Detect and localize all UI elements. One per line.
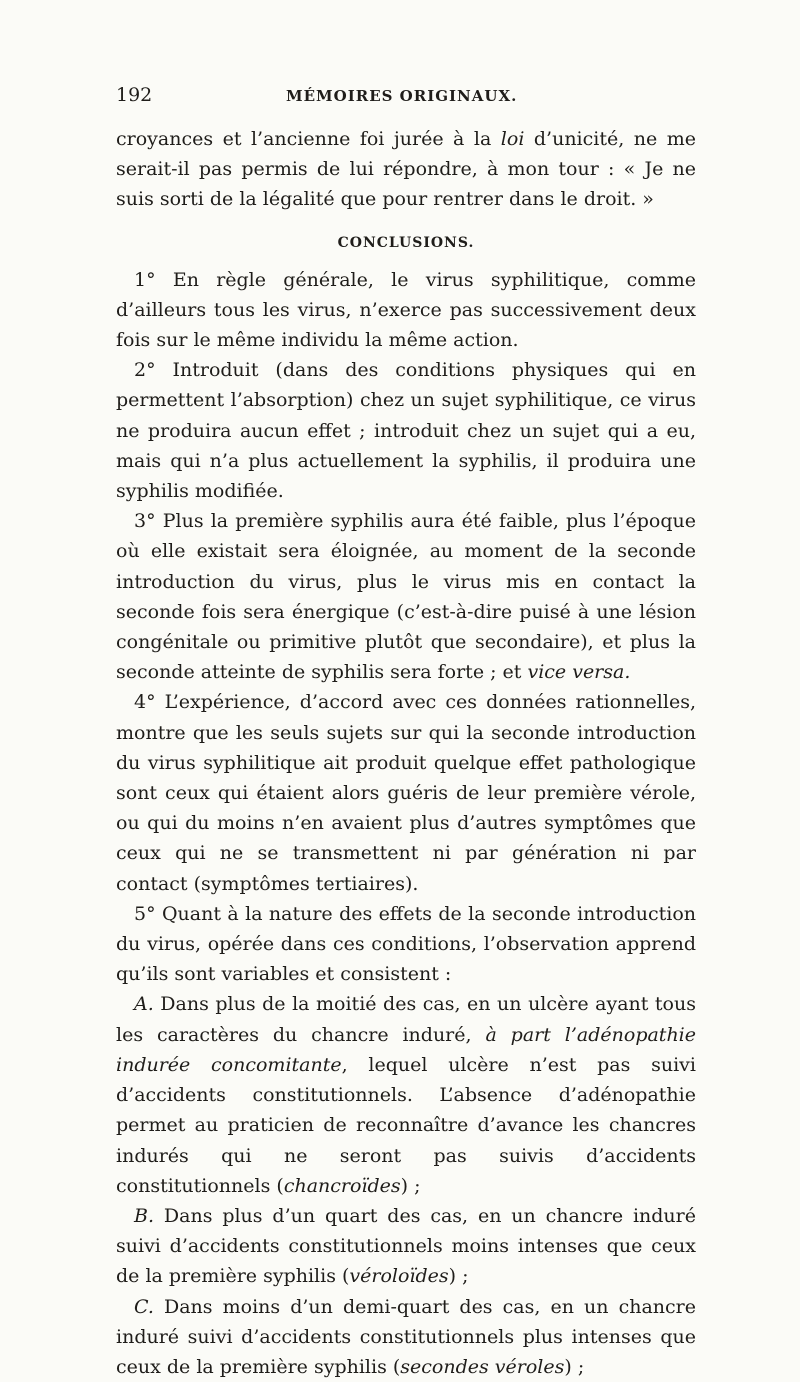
case-b	[116, 1201, 696, 1292]
case-a	[116, 989, 696, 1200]
conclusion-5: 5° Quant à la nature des effets de la seconde introduction du virus, opérée dans ces conditions, l’observation apprend qu’ils sont variables et consistent :	[116, 902, 696, 986]
conclusion-3	[116, 506, 696, 687]
section-title: CONCLUSIONS.	[337, 234, 475, 251]
case-a-letter: A.	[134, 993, 154, 1016]
conclusion-3-emphasis: vice versa.	[527, 661, 631, 684]
case-c-letter: C.	[134, 1295, 154, 1318]
case-c-emphasis: secondes véroles	[400, 1355, 565, 1378]
case-c	[116, 1292, 696, 1382]
case-a-text-1: Dans plus de la moitié des cas, en un ulcère ayant tous les caractères du chancre induré,	[116, 993, 696, 1046]
intro-text-2: d’unicité, ne me serait-il pas permis de lui répondre, à mon tour : « Je ne suis sorti de la légalité que pour rentrer dans le droit. »	[116, 128, 697, 211]
conclusion-2: 2° Introduit (dans des conditions physiques qui en permettent l’absorption) chez un sujet syphilitique, ce virus ne produira aucun effet ; introduit chez un sujet qui a eu, mais qui n’a plus actuellement la syphilis, il produira une syphilis modifiée.	[116, 359, 696, 503]
intro-emphasis: loi	[500, 128, 525, 150]
case-b-text-1: Dans plus d’un quart des cas, en un chancre induré suivi d’accidents constitutionnels moins intenses que ceux de la première syphilis (	[116, 1204, 696, 1288]
case-a-emphasis-2: chancroïdes	[283, 1174, 401, 1197]
running-head	[116, 84, 696, 124]
page-number: 192	[116, 84, 153, 106]
case-a-text-3: ) ;	[400, 1174, 421, 1197]
intro-paragraph	[116, 124, 696, 215]
page-body	[116, 124, 696, 1382]
intro-text-1: croyances et l’ancienne foi jurée à la	[116, 128, 501, 150]
case-b-text-2: ) ;	[448, 1265, 469, 1288]
case-b-emphasis: véroloïdes	[349, 1265, 449, 1288]
case-a-emphasis-1: à part l’adénopathie indurée concomitante	[116, 1023, 697, 1076]
case-b-letter: B.	[134, 1204, 155, 1227]
conclusion-3-text: 3° Plus la première syphilis aura été faible, plus l’époque où elle existait sera éloignée, au moment de la seconde introduction du virus, plus le virus mis en contact la seconde fois sera énergique (c’est-à-dire puisé à une lésion congénitale ou primitive plutôt que secondaire), et plus la seconde atteinte de syphilis sera forte ; et	[116, 510, 696, 684]
conclusion-1: 1° En règle générale, le virus syphilitique, comme d’ailleurs tous les virus, n’exerce pas successivement deux fois sur le même individu la même action.	[116, 268, 696, 352]
case-c-text-1: Dans moins d’un demi-quart des cas, en un chancre induré suivi d’accidents constitutionnels plus intenses que ceux de la première syphilis (	[116, 1295, 696, 1378]
case-c-text-2: ) ;	[564, 1355, 585, 1378]
running-title: MÉMOIRES ORIGINAUX.	[286, 87, 518, 105]
conclusion-4: 4° L’expérience, d’accord avec ces données rationnelles, montre que les seuls sujets sur qui la seconde introduction du virus syphilitique ait produit quelque effet pathologique sont ceux qui étaient alors guéris de leur première vérole, ou qui du moins n’en avaient plus d’autres symptômes que ceux qui ne se transmettent ni par génération ni par contact (symptômes tertiaires).	[116, 691, 696, 895]
case-a-text-2: , lequel ulcère n’est pas suivi d’accidents constitutionnels. L’absence d’adénopathie permet au praticien de reconnaître d’avance les chancres indurés qui ne seront pas suivis d’accidents constitutionnels (	[116, 1053, 696, 1197]
